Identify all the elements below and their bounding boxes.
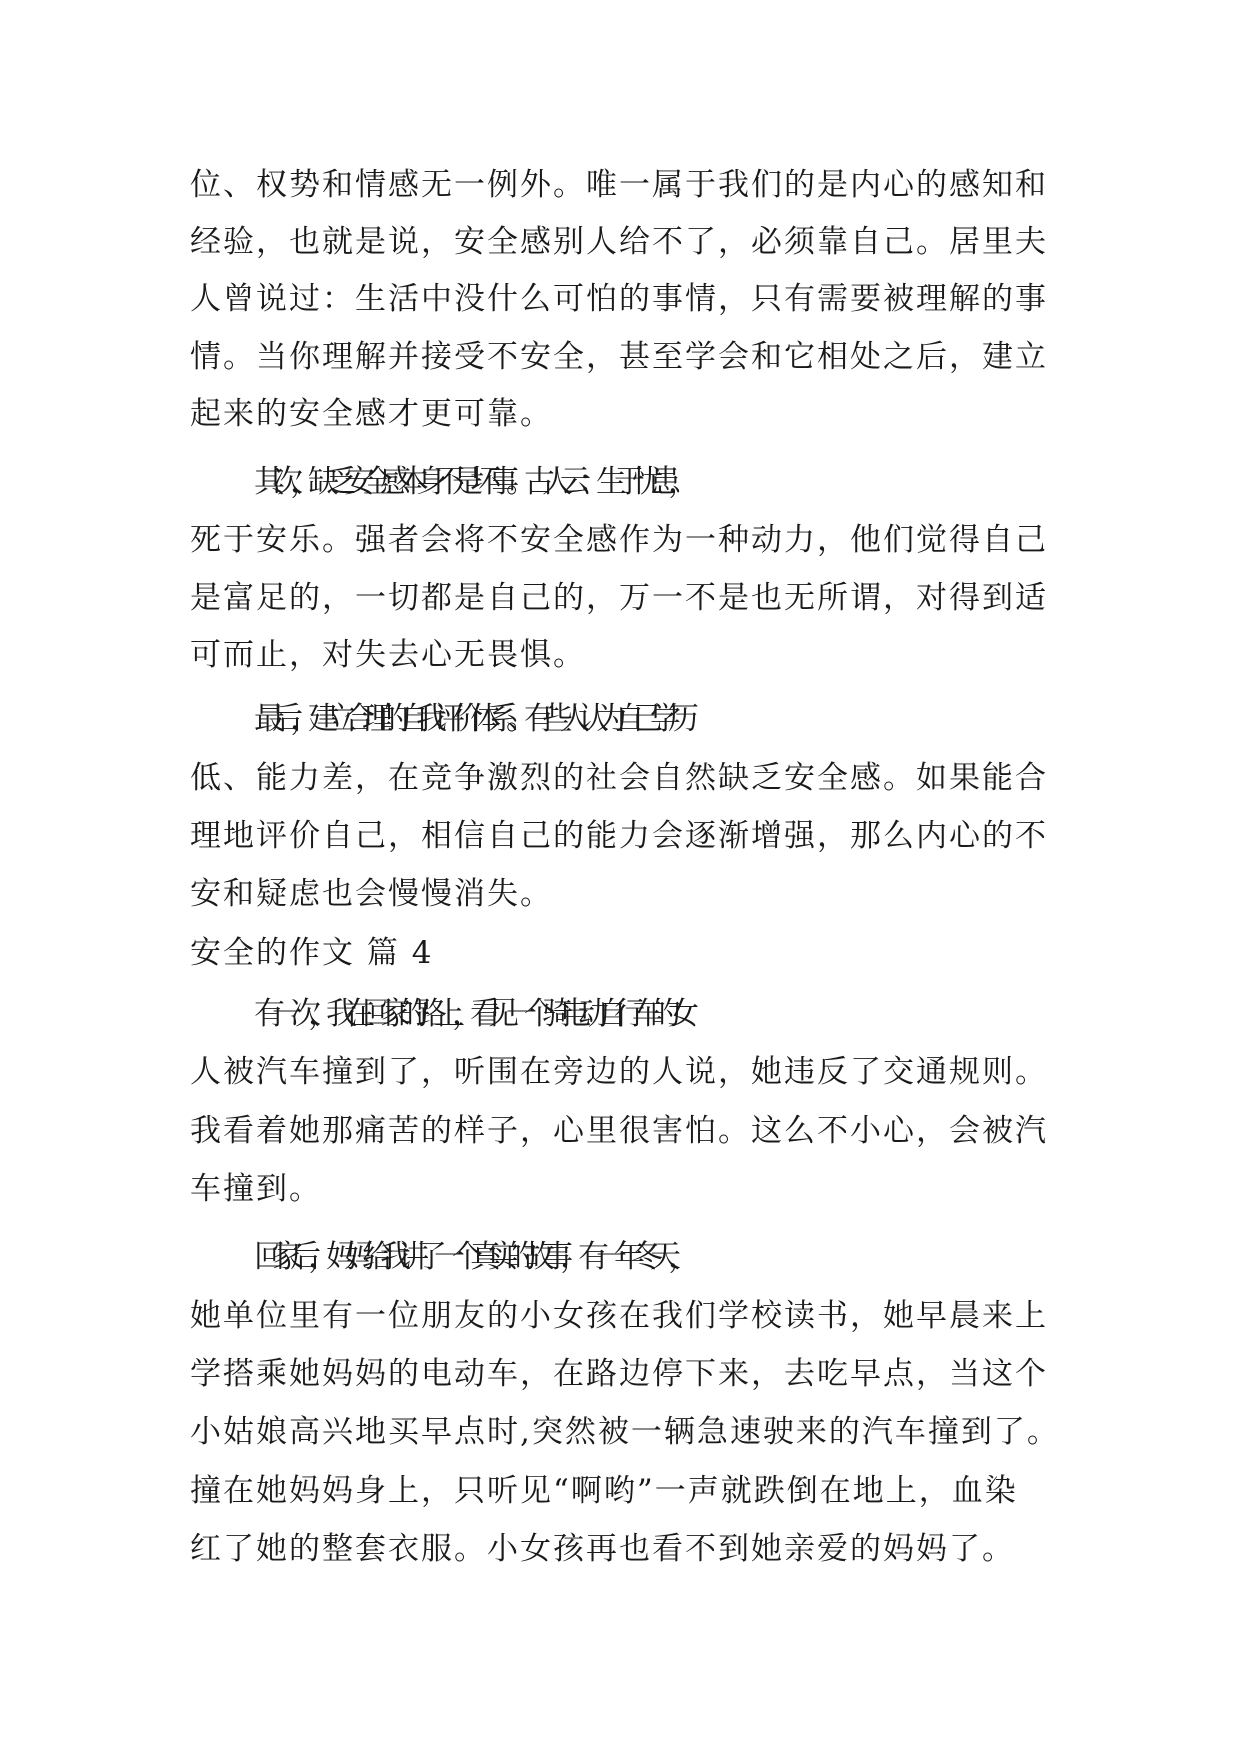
text-line: 理地评价自己，相信自己的能力会逐渐增强，那么内心的不 xyxy=(190,818,1048,854)
text-line: 起来的安全感才更可靠。 xyxy=(190,396,553,432)
text-line: 位、权势和情感无一例外。唯一属于我们的是内心的感知和 xyxy=(190,167,1048,203)
section-heading: 安全的作文 篇 4 xyxy=(190,935,434,971)
paragraph-first-line: 其次，缺乏安全感本身不是坏事。古人云：生于忧患， xyxy=(254,464,686,500)
paragraph-first-line: 有一次，我在回家的路上，看见一个骑电动自行车的女 xyxy=(254,996,686,1032)
text-line: 低、能力差，在竞争激烈的社会自然缺乏安全感。如果能合 xyxy=(190,760,1048,796)
text-line: 情。当你理解并接受不安全，甚至学会和它相处之后，建立 xyxy=(190,339,1048,375)
paragraph-first-line: 回家后，妈妈给我讲了一个真实的故事，有一年冬天， xyxy=(254,1239,686,1275)
text-line: 是富足的，一切都是自己的，万一不是也无所谓，对得到适 xyxy=(190,580,1048,616)
text-line: 人曾说过：生活中没什么可怕的事情，只有需要被理解的事 xyxy=(190,281,1048,317)
text-line: 人被汽车撞到了，听围在旁边的人说，她违反了交通规则。 xyxy=(190,1054,1048,1090)
text-line: 小姑娘高兴地买早点时,突然被一辆急速驶来的汽车撞到了。 xyxy=(190,1414,1060,1450)
text-line: 撞在她妈妈身上，只听见“啊哟”一声就跌倒在地上，血染 xyxy=(190,1473,1018,1509)
text-line: 红了她的整套衣服。小女孩再也看不到她亲爱的妈妈了。 xyxy=(190,1531,1015,1567)
text-line: 我看着她那痛苦的样子，心里很害怕。这么不小心，会被汽 xyxy=(190,1113,1048,1149)
text-line: 经验，也就是说，安全感别人给不了，必须靠自己。居里夫 xyxy=(190,224,1048,260)
text-line: 车撞到。 xyxy=(190,1171,322,1207)
text-line: 可而止，对失去心无畏惧。 xyxy=(190,637,586,673)
text-line: 她单位里有一位朋友的小女孩在我们学校读书，她早晨来上 xyxy=(190,1298,1048,1334)
text-line: 死于安乐。强者会将不安全感作为一种动力，他们觉得自己 xyxy=(190,522,1048,558)
paragraph-first-line: 最后，建立合理的自我评价体系。有些人认为自己学历 xyxy=(254,701,686,737)
text-line: 学搭乘她妈妈的电动车，在路边停下来，去吃早点，当这个 xyxy=(190,1356,1048,1392)
text-line: 安和疑虑也会慢慢消失。 xyxy=(190,876,553,912)
